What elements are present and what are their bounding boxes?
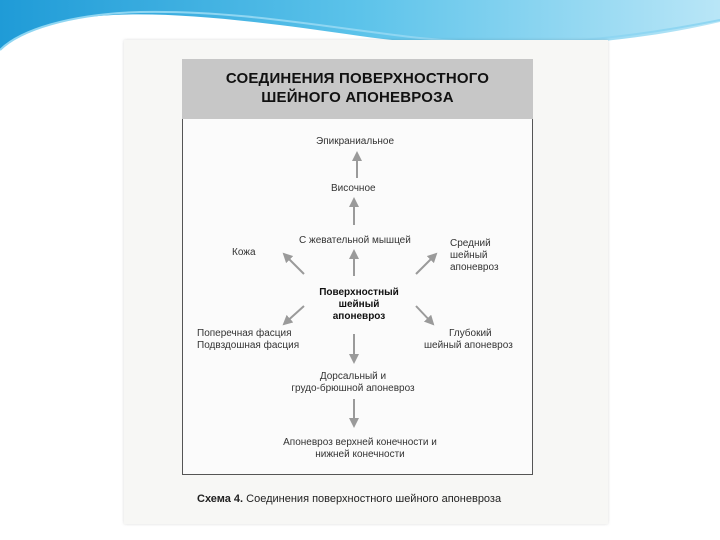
arrow-to-deep [416,306,433,324]
node-middle-line1: Средний [450,238,491,249]
center-line3: апоневроз [332,311,386,322]
node-middle-line2: шейный [450,250,488,261]
diagram-title-line1: СОЕДИНЕНИЯ ПОВЕРХНОСТНОГО [225,70,490,87]
diagram-title-line2: ШЕЙНОГО АПОНЕВРОЗА [261,89,454,106]
node-skin: Кожа [232,247,256,258]
node-center [314,287,404,323]
caption-text: Соединения поверхностного шейного апоневроза [243,493,502,505]
node-limbs-line1: Апоневроз верхней конечности и [283,437,437,448]
node-dorsal-line2: грудо-брюшной апоневроз [291,383,415,394]
center-line1: Поверхностный [319,287,399,298]
arrow-to-transverse [284,306,304,324]
node-dorsal [283,371,423,395]
node-deep-cervical [424,328,513,352]
node-transverse-line1: Поперечная фасция [197,328,292,339]
node-transverse-line2: Подвздошная фасция [197,340,300,351]
caption-label: Схема 4. [197,493,244,505]
figure-caption [197,493,501,505]
node-middle-line3: апоневроз [450,262,499,273]
node-limbs [275,437,445,461]
node-transverse [197,328,299,352]
node-limbs-line2: нижней конечности [315,449,405,460]
node-epicranial: Эпикраниальное [316,136,395,147]
node-masseter: С жевательной мышцей [299,235,411,246]
node-middle-cervical [450,238,499,274]
node-deep-line2: шейный апоневроз [424,340,513,351]
arrow-to-middle [416,254,436,274]
arrow-to-skin [284,254,304,274]
node-deep-line1: Глубокий [449,328,492,339]
node-temporal: Височное [331,183,376,194]
node-dorsal-line1: Дорсальный и [319,371,387,382]
center-line2: шейный [338,299,380,310]
